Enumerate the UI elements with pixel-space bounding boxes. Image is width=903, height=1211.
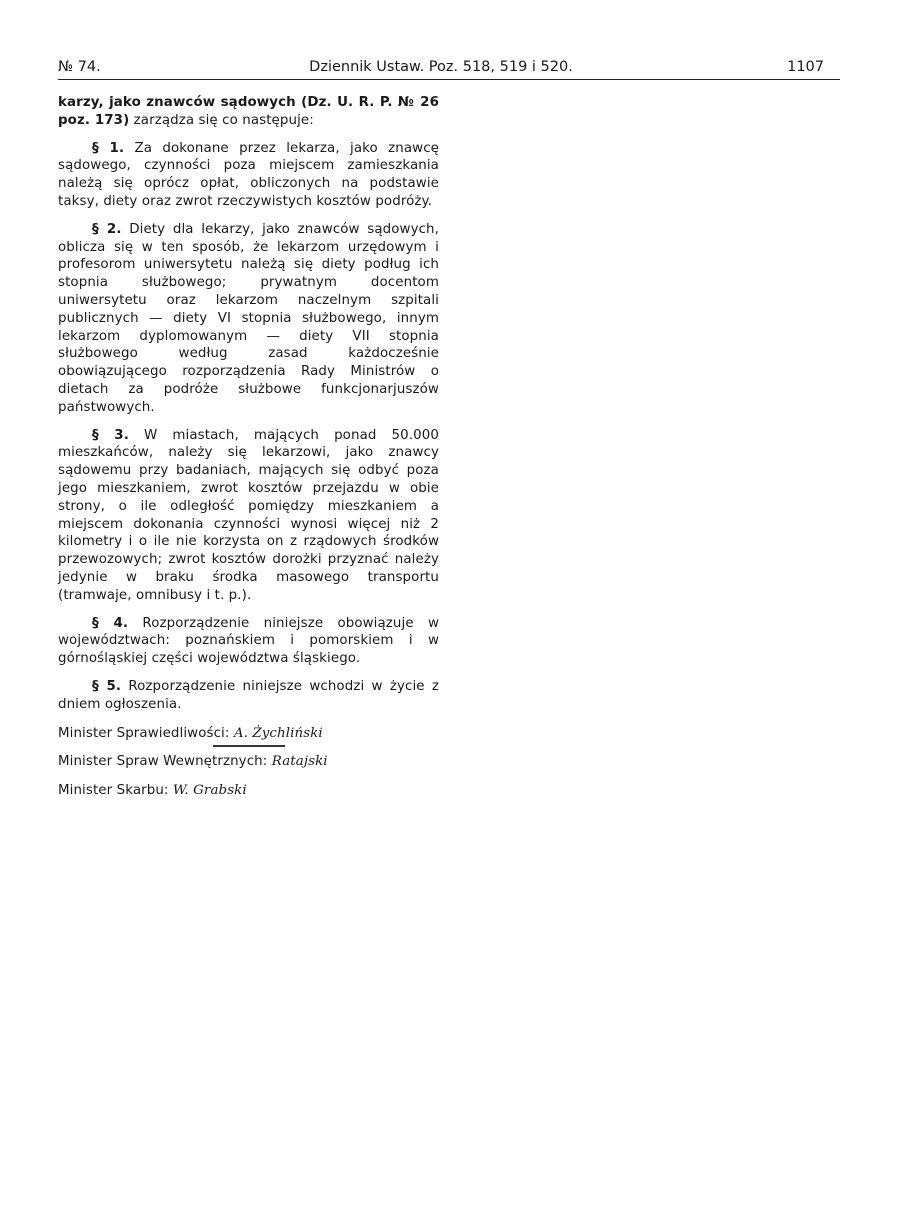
signature-name: W. Grabski [172, 783, 247, 799]
text-column [58, 94, 439, 800]
signature-interior-minister [58, 753, 439, 771]
section-mark: § 4. [92, 615, 129, 631]
section-text: Rozporządzenie niniejsze wchodzi w życie z dniem ogłoszenia. [58, 678, 439, 712]
section-text: Rozporządzenie niniejsze obowiązuje w województwach: poznańskiem i pomorskiem i w górnośląskiej części województwa śląskiego. [58, 615, 440, 667]
page-header [58, 56, 824, 78]
issue-number: № 74. [58, 59, 101, 75]
section-4 [58, 615, 439, 668]
header-rule [58, 79, 840, 80]
section-text: Diety dla lekarzy, jako znawców sądowych, oblicza się w ten sposób, że lekarzom urzędowym i profesorom uniwersytetu należą się diety podług ich stopnia służbowego; prywatnym docentom uniwersytetu oraz lekarzom naczelnym szpitali publicznych — diety VI stopnia służbowego, innym lekarzom dyplomowanym — diety VII stopnia służbowego według zasad każdocześnie obowiązującego rozporządzenia Rady Ministrów o dietach za podróże służbowe funkcjonarjuszów państwowych. [58, 221, 439, 415]
closing-divider [213, 745, 285, 747]
signature-title: Minister Spraw Wewnętrznych: [58, 754, 268, 770]
signature-name: Ratajski [271, 754, 328, 770]
section-mark: § 1. [92, 140, 125, 156]
intro-paragraph [58, 94, 439, 130]
page-number: 1107 [787, 59, 824, 75]
section-mark: § 2. [92, 221, 122, 237]
section-1 [58, 140, 439, 211]
intro-rest: zarządza się co następuje: [129, 112, 314, 128]
section-2 [58, 221, 439, 417]
signature-treasury-minister [58, 782, 439, 800]
section-text: W miastach, mających ponad 50.000 mieszkańców, należy się lekarzowi, jako znawcy sądowemu przy badaniach, mających się odbyć poza jego mieszkaniem, zwrot kosztów przejazdu w obie strony, o ile odległość pomiędzy mieszkaniem a miejscem dokonania czynności wynosi więcej niż 2 kilometry i o ile nie korzysta on z rządowych środków przewozowych; zwrot kosztów dorożki przyznać należy jedynie w braku środka masowego transportu (tramwaje, omnibusy i t. p.). [58, 427, 440, 603]
journal-title: Dziennik Ustaw. Poz. 518, 519 i 520. [309, 59, 573, 75]
signature-title: Minister Skarbu: [58, 783, 169, 799]
intro-lead: karzy, jako znawców sądowych (Dz. U. R. P. № 26 poz. 173) [58, 95, 439, 128]
signature-name: A. Żychliński [233, 725, 323, 741]
section-5 [58, 678, 439, 714]
signature-title: Minister Sprawiedliwości: [58, 725, 230, 741]
section-text: Za dokonane przez lekarza, jako znawcę sądowego, czynności poza miejscem zamieszkania należą się oprócz opłat, obliczonych na podstawie taksy, diety oraz zwrot rzeczywistych kosztów podróży. [58, 140, 439, 209]
signature-justice-minister [58, 725, 439, 743]
section-mark: § 5. [92, 678, 122, 694]
section-3 [58, 427, 439, 605]
section-mark: § 3. [92, 427, 129, 443]
